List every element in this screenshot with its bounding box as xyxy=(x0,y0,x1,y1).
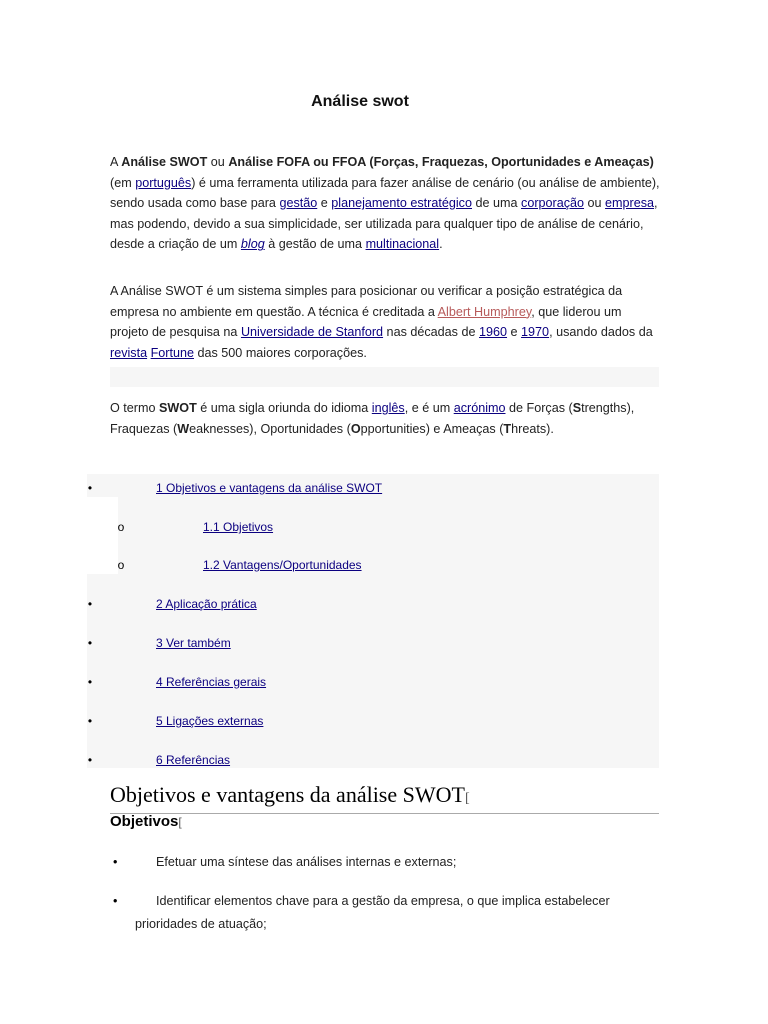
link-blog[interactable]: blog xyxy=(240,237,265,252)
link-portugues[interactable]: português xyxy=(135,175,192,190)
toc-link-referencias-gerais[interactable]: 4 Referências gerais xyxy=(156,675,267,689)
link-1970[interactable]: 1970 xyxy=(521,325,550,340)
link-acronimo[interactable]: acrónimo xyxy=(453,401,506,415)
link-ingles[interactable]: inglês xyxy=(371,401,405,415)
intro-paragraph: A Análise SWOT ou Análise FOFA ou FFOA (Forças, Fraquezas, Oportunidades e Ameaças) (em português) é uma ferramenta utilizada para fazer análise de cenário (ou análise de ambiente), sendo usada como base para gestão e planejamento estratégico de uma corporação ou empresa, mas podendo, devido a sua simplicidade, ser utilizada para qualquer tipo de análise de cenário, desde a criação de um blog à gestão de uma multinacional. xyxy=(110,155,660,252)
toc-link-aplicacao-pratica[interactable]: 2 Aplicação prática xyxy=(156,597,257,611)
list-item: • Efetuar uma síntese das análises internas e externas; xyxy=(113,855,457,869)
link-planejamento-estrategico[interactable]: planejamento estratégico xyxy=(331,196,472,211)
link-empresa[interactable]: empresa xyxy=(605,196,655,211)
toc-indent xyxy=(87,497,118,574)
toc-link-ligacoes-externas[interactable]: 5 Ligações externas xyxy=(156,714,264,728)
link-universidade-stanford[interactable]: Universidade de Stanford xyxy=(240,325,384,340)
toc-link-objetivos-vantagens[interactable]: 1 Objetivos e vantagens da análise SWOT xyxy=(156,481,383,495)
link-revista[interactable]: revista xyxy=(110,345,148,360)
toc-link-ver-tambem[interactable]: 3 Ver também xyxy=(156,636,231,650)
bold-term: Análise SWOT xyxy=(121,155,208,169)
subsection-heading: Objetivos[ xyxy=(110,813,182,830)
toc-link-referencias[interactable]: 6 Referências xyxy=(156,753,231,767)
list-item: • Identificar elementos chave para a gestão da empresa, o que implica estabelecer prioridades de atuação; xyxy=(113,894,610,931)
edit-bracket[interactable]: [ xyxy=(464,791,470,806)
acronym-paragraph: O termo SWOT é uma sigla oriunda do idioma inglês, e é um acrónimo de Forças (Strengths), Fraquezas (Weaknesses), Oportunidades (Opportunities) e Ameaças (Threats). xyxy=(110,401,635,436)
link-corporacao[interactable]: corporação xyxy=(521,196,585,211)
toc-link-objetivos[interactable]: 1.1 Objetivos xyxy=(203,520,274,534)
link-albert-humphrey[interactable]: Albert Humphrey xyxy=(437,304,532,319)
bold-term: Análise FOFA ou FFOA (Forças, Fraquezas, Oportunidades e Ameaças) xyxy=(228,155,654,169)
history-paragraph: A Análise SWOT é um sistema simples para posicionar ou verificar a posição estratégica da empresa no ambiente em questão. A técnica é creditada a Albert Humphrey, que liderou um projeto de pesquisa na Universidade de Stanford nas décadas de 1960 e 1970, usando dados da revista Fortune das 500 maiores corporações. xyxy=(110,284,653,360)
link-gestao[interactable]: gestão xyxy=(279,196,318,211)
page-title: Análise swot xyxy=(311,93,409,110)
toc-link-vantagens[interactable]: 1.2 Vantagens/Oportunidades xyxy=(203,558,362,572)
link-1960[interactable]: 1960 xyxy=(479,325,508,340)
link-multinacional[interactable]: multinacional xyxy=(365,237,440,252)
edit-bracket[interactable]: [ xyxy=(178,815,182,829)
empty-box xyxy=(110,367,659,387)
section-heading: Objetivos e vantagens da análise SWOT[ xyxy=(110,781,659,814)
link-fortune[interactable]: Fortune xyxy=(150,345,194,360)
